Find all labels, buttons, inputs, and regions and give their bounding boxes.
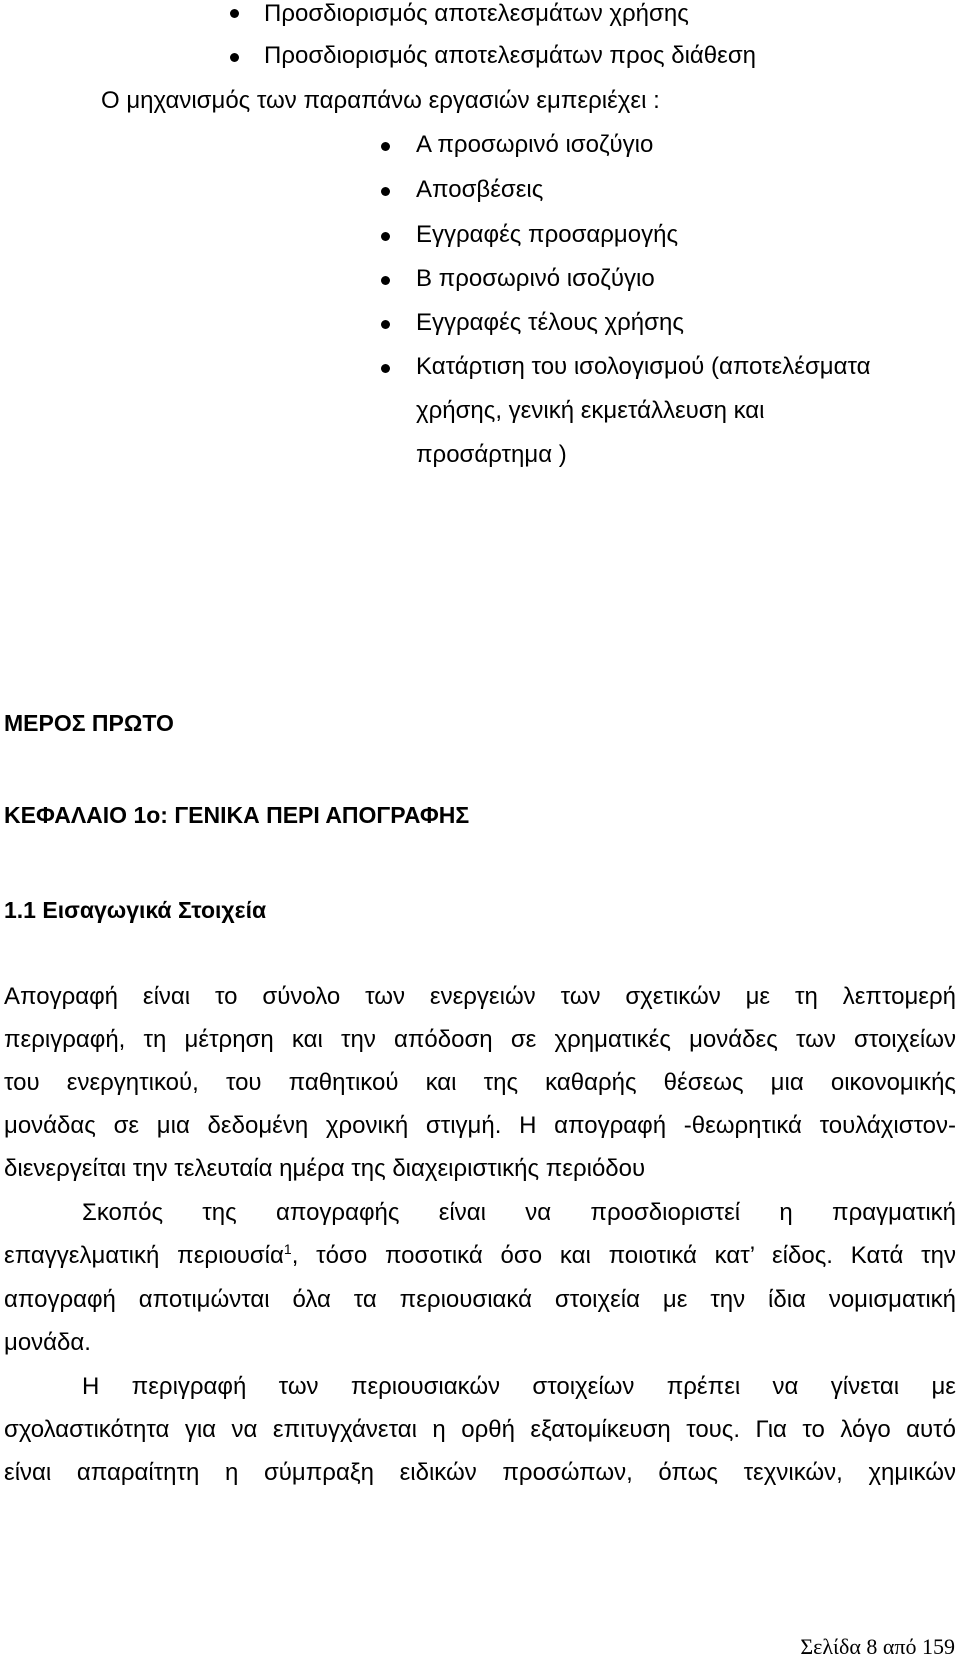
- list-item-line: προσάρτημα ): [416, 441, 567, 468]
- section-heading: 1.1 Εισαγωγικά Στοιχεία: [4, 897, 267, 923]
- intro-line: Ο μηχανισμός των παραπάνω εργασιών εμπεριέχει :: [101, 87, 660, 114]
- text-segment: επαγγελματική περιουσία: [4, 1242, 284, 1269]
- paragraph-line: απογραφή αποτιμώνται όλα τα περιουσιακά στοιχεία με την ίδια νομισματική: [4, 1286, 956, 1313]
- paragraph-line: του ενεργητικού, του παθητικού και της καθαρής θέσεως μια οικονομικής: [4, 1069, 956, 1096]
- bullet-dot-icon: [381, 187, 390, 196]
- paragraph-line: Η περιγραφή των περιουσιακών στοιχείων πρέπει να γίνεται με: [82, 1373, 956, 1400]
- paragraph-line: διενεργείται την τελευταία ημέρα της διαχειριστικής περιόδου: [4, 1155, 646, 1182]
- paragraph-line: είναι απαραίτητη η σύμπραξη ειδικών προσώπων, όπως τεχνικών, χημικών: [4, 1459, 956, 1486]
- bullet-dot-icon: [381, 320, 390, 329]
- list-item-line: Κατάρτιση του ισολογισμού (αποτελέσματα: [416, 353, 871, 380]
- paragraph-line: σχολαστικότητα για να επιτυγχάνεται η ορθή εξατομίκευση τους. Για το λόγο αυτό: [4, 1416, 956, 1443]
- bullet-dot-icon: [230, 53, 239, 62]
- list-item-line: χρήσης, γενική εκμετάλλευση και: [416, 397, 765, 424]
- paragraph-line: Σκοπός της απογραφής είναι να προσδιοριστεί η πραγματική: [82, 1199, 956, 1226]
- bullet-dot-icon: [381, 276, 390, 285]
- list-item: Α προσωρινό ισοζύγιο: [416, 131, 654, 158]
- text-segment: , τόσο ποσοτικά όσο και ποιοτικά κατ’ είδος. Κατά την: [291, 1242, 956, 1269]
- paragraph-line-with-footnote: [4, 1242, 956, 1270]
- chapter-heading: ΚΕΦΑΛΑΙΟ 1ο: ΓΕΝΙΚΑ ΠΕΡΙ ΑΠΟΓΡΑΦΗΣ: [4, 802, 470, 828]
- list-item: Προσδιορισμός αποτελεσμάτων προς διάθεση: [264, 42, 756, 69]
- bullet-dot-icon: [381, 142, 390, 151]
- bullet-dot-icon: [381, 232, 390, 241]
- list-item: Εγγραφές τέλους χρήσης: [416, 309, 684, 336]
- part-heading: ΜΕΡΟΣ ΠΡΩΤΟ: [4, 710, 174, 736]
- bullet-dot-icon: [230, 9, 239, 18]
- list-item: Προσδιορισμός αποτελεσμάτων χρήσης: [264, 0, 689, 27]
- list-item: Εγγραφές προσαρμογής: [416, 221, 679, 248]
- footnote-mark: 1: [283, 1241, 292, 1257]
- bullet-dot-icon: [381, 364, 390, 373]
- page-number-footer: Σελίδα 8 από 159: [800, 1634, 955, 1659]
- paragraph-line: Απογραφή είναι το σύνολο των ενεργειών των σχετικών με τη λεπτομερή: [4, 983, 956, 1010]
- list-item: Β προσωρινό ισοζύγιο: [416, 265, 655, 292]
- list-item: Αποσβέσεις: [416, 176, 544, 203]
- paragraph-line: μονάδα.: [4, 1329, 91, 1356]
- paragraph-line: μονάδας σε μια δεδομένη χρονική στιγμή. Η απογραφή -θεωρητικά τουλάχιστον-: [4, 1112, 956, 1139]
- paragraph-line: περιγραφή, τη μέτρηση και την απόδοση σε χρηματικές μονάδες των στοιχείων: [4, 1026, 956, 1053]
